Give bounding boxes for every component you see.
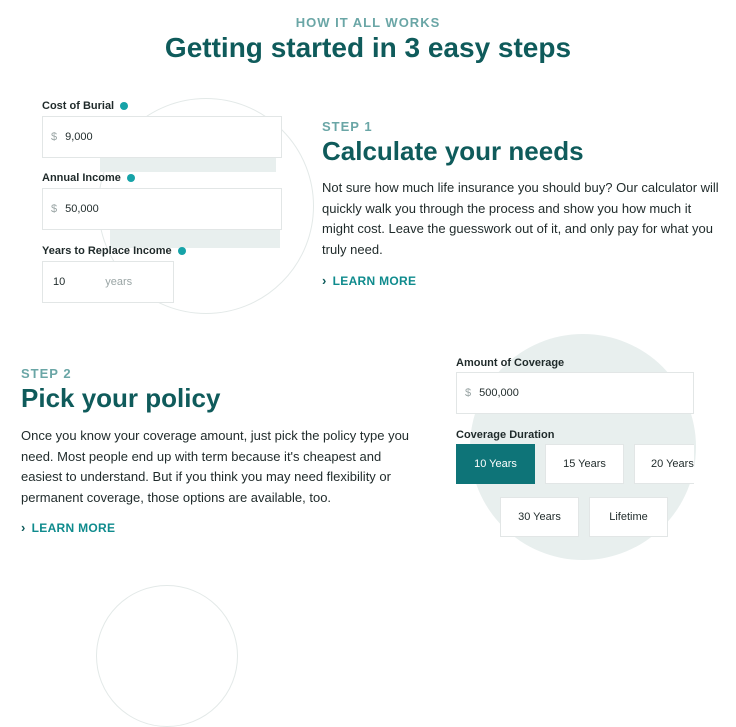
chevron-right-icon: › bbox=[322, 273, 327, 288]
step1-title: Calculate your needs bbox=[322, 136, 584, 166]
step2-title: Pick your policy bbox=[21, 383, 221, 413]
income-value: 50,000 bbox=[65, 203, 99, 215]
burial-label: Cost of Burial bbox=[42, 100, 115, 112]
step2-eyebrow: STEP 2 bbox=[21, 366, 72, 381]
info-icon[interactable] bbox=[120, 102, 128, 110]
years-label: Years to Replace Income bbox=[42, 245, 172, 257]
section-title: Getting started in 3 easy steps bbox=[164, 32, 572, 63]
learn-more-label: LEARN MORE bbox=[31, 520, 116, 535]
info-icon[interactable] bbox=[127, 174, 135, 182]
chevron-right-icon: › bbox=[21, 520, 26, 535]
coverage-duration-label: Coverage Duration bbox=[456, 429, 555, 441]
duration-option-label: 15 Years bbox=[563, 458, 606, 470]
duration-option-lifetime[interactable] bbox=[589, 497, 668, 537]
step2-learn-more-link[interactable] bbox=[21, 520, 115, 535]
duration-option-label: Lifetime bbox=[609, 511, 648, 523]
years-input[interactable] bbox=[42, 261, 174, 303]
coverage-amount-value: 500,000 bbox=[479, 387, 519, 399]
next-step-illustration bbox=[96, 585, 238, 727]
duration-option-label: 30 Years bbox=[518, 511, 561, 523]
income-label: Annual Income bbox=[42, 172, 121, 184]
step1-learn-more-link[interactable] bbox=[322, 273, 416, 288]
coverage-amount-label: Amount of Coverage bbox=[456, 357, 565, 369]
duration-option-15-years[interactable] bbox=[545, 444, 624, 484]
learn-more-label: LEARN MORE bbox=[332, 273, 417, 288]
duration-option-label: 10 Years bbox=[474, 458, 517, 470]
duration-option-20-years[interactable] bbox=[634, 444, 694, 484]
info-icon[interactable] bbox=[178, 247, 186, 255]
dollar-prefix: $ bbox=[51, 203, 58, 215]
annual-income-input[interactable] bbox=[42, 188, 282, 230]
section-eyebrow: HOW IT ALL WORKS bbox=[295, 15, 441, 30]
duration-option-30-years[interactable] bbox=[500, 497, 579, 537]
burial-cost-input[interactable] bbox=[42, 116, 282, 158]
step1-eyebrow: STEP 1 bbox=[322, 119, 373, 134]
dollar-prefix: $ bbox=[51, 131, 58, 143]
duration-option-10-years[interactable] bbox=[456, 444, 535, 484]
step2-description: Once you know your coverage amount, just pick the policy type you need. Most people end up with term because it's cheapest and easiest to understand. But if you think you may need flexibility or permanent coverage, those options are available, too. bbox=[21, 428, 410, 505]
burial-value: 9,000 bbox=[65, 131, 93, 143]
dollar-prefix: $ bbox=[465, 387, 472, 399]
years-unit: years bbox=[105, 276, 133, 288]
duration-option-label: 20 Years bbox=[651, 458, 694, 470]
years-value: 10 bbox=[53, 276, 66, 288]
step1-description: Not sure how much life insurance you should buy? Our calculator will quickly walk you through the process and show you how much it might cost. Leave the guesswork out of it, and only pay for what you truly need. bbox=[322, 180, 719, 257]
coverage-amount-input[interactable] bbox=[456, 372, 694, 414]
